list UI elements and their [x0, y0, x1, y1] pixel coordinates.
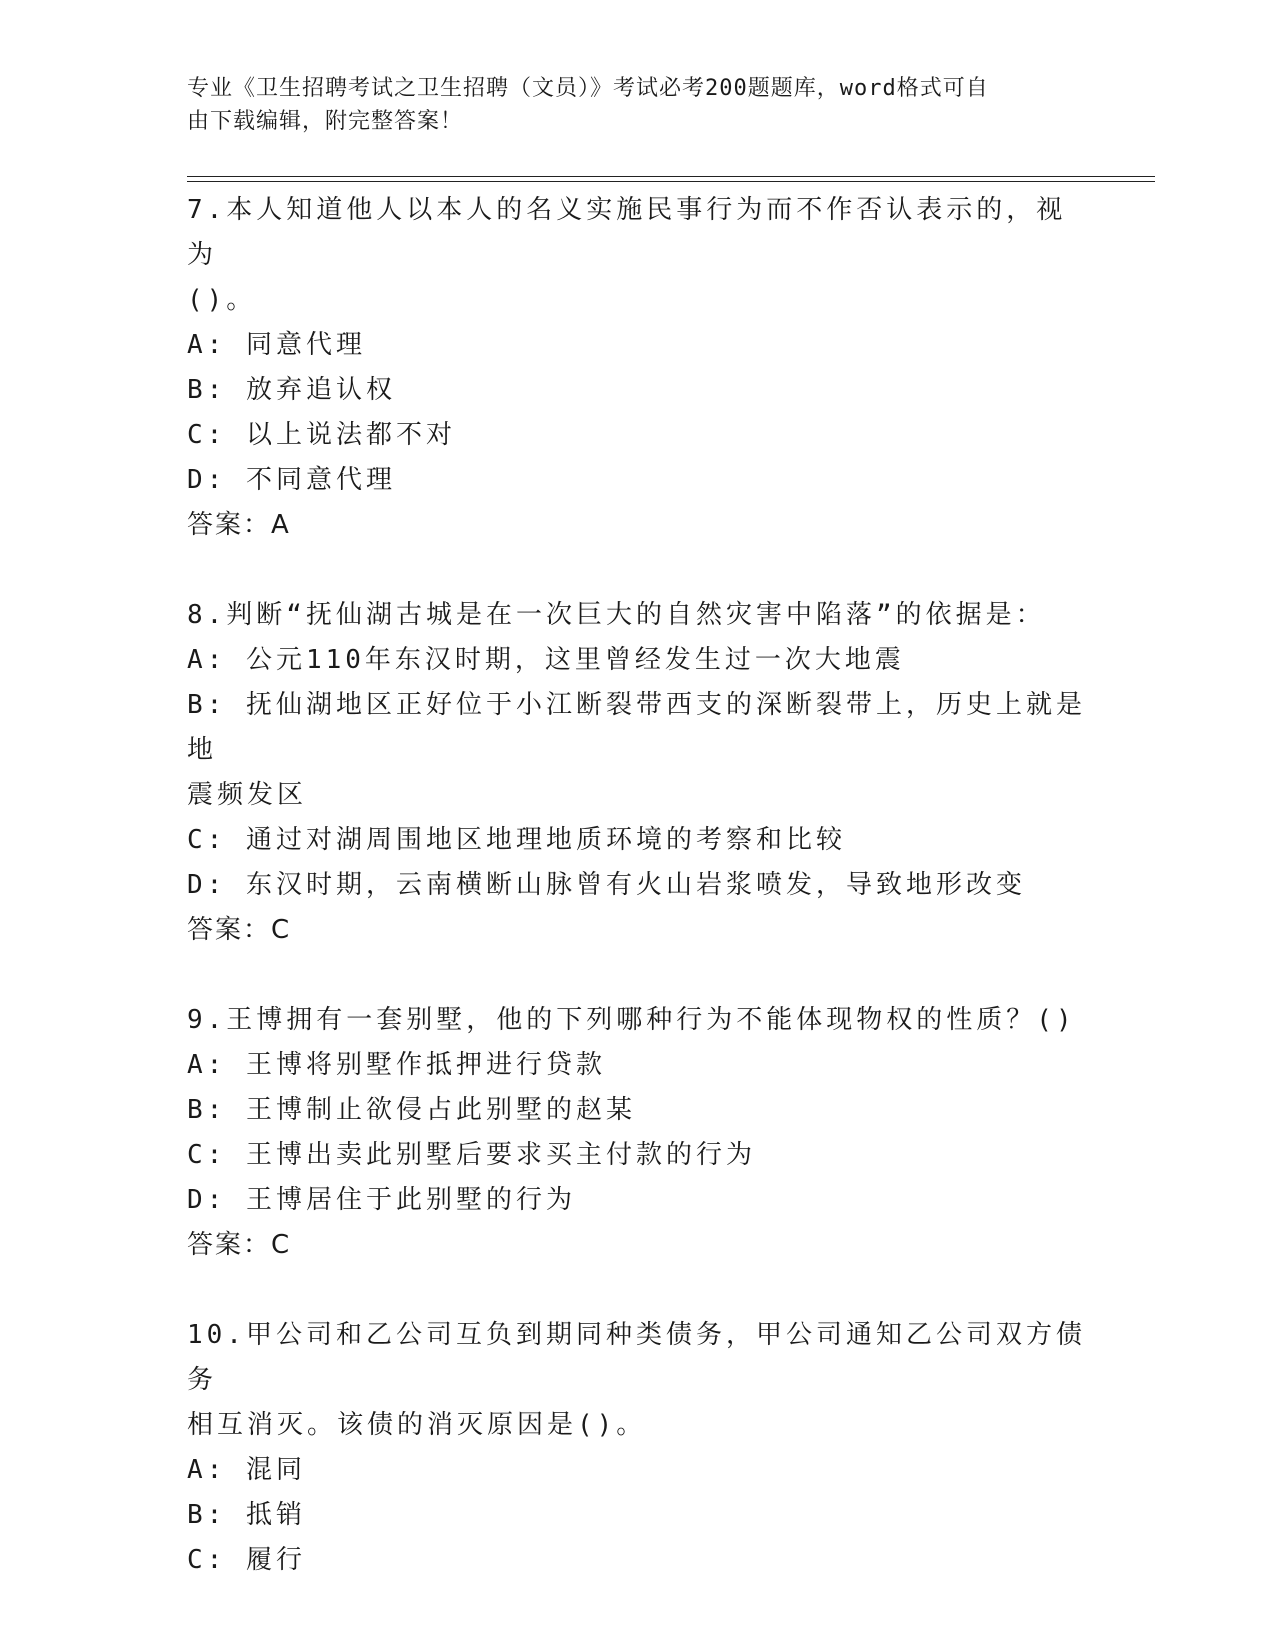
question-7	[187, 188, 1087, 548]
question-stem: 相互消灭。该债的消灭原因是()。	[187, 1410, 647, 1440]
document-header	[187, 72, 1087, 138]
question-stem: ()。	[187, 285, 257, 315]
option-b-continued: 震频发区	[187, 780, 308, 810]
question-stem: 10.甲公司和乙公司互负到期同种类债务，甲公司通知乙公司双方债务	[187, 1320, 1086, 1395]
option-b: B: 放弃追认权	[187, 375, 396, 405]
answer-line: 答案：C	[187, 915, 292, 945]
option-a: A: 同意代理	[187, 330, 366, 360]
question-list	[187, 188, 1087, 1628]
answer-line: 答案：A	[187, 510, 291, 540]
header-line-1: 专业《卫生招聘考试之卫生招聘（文员）》考试必考200题题库，word格式可自	[187, 76, 989, 101]
option-a: A: 公元110年东汉时期，这里曾经发生过一次大地震	[187, 645, 905, 675]
option-d: D: 不同意代理	[187, 465, 396, 495]
question-stem: 9.王博拥有一套别墅，他的下列哪种行为不能体现物权的性质？()	[187, 1005, 1076, 1035]
option-c: C: 履行	[187, 1545, 306, 1575]
question-9	[187, 998, 1087, 1268]
question-10	[187, 1313, 1087, 1583]
question-8	[187, 593, 1087, 953]
header-divider	[187, 176, 1155, 182]
question-stem: 7.本人知道他人以本人的名义实施民事行为而不作否认表示的，视为	[187, 195, 1067, 270]
question-stem: 8.判断“抚仙湖古城是在一次巨大的自然灾害中陷落”的依据是：	[187, 600, 1046, 630]
option-b: B: 抵销	[187, 1500, 306, 1530]
option-d: D: 王博居住于此别墅的行为	[187, 1185, 576, 1215]
option-a: A: 王博将别墅作抵押进行贷款	[187, 1050, 606, 1080]
option-b: B: 抚仙湖地区正好位于小江断裂带西支的深断裂带上，历史上就是地	[187, 690, 1086, 765]
option-c: C: 以上说法都不对	[187, 420, 456, 450]
answer-line: 答案：C	[187, 1230, 292, 1260]
option-c: C: 王博出卖此别墅后要求买主付款的行为	[187, 1140, 756, 1170]
option-d: D: 东汉时期，云南横断山脉曾有火山岩浆喷发，导致地形改变	[187, 870, 1026, 900]
option-c: C: 通过对湖周围地区地理地质环境的考察和比较	[187, 825, 846, 855]
header-line-2: 由下载编辑，附完整答案！	[187, 109, 464, 134]
option-a: A: 混同	[187, 1455, 306, 1485]
option-b: B: 王博制止欲侵占此别墅的赵某	[187, 1095, 636, 1125]
